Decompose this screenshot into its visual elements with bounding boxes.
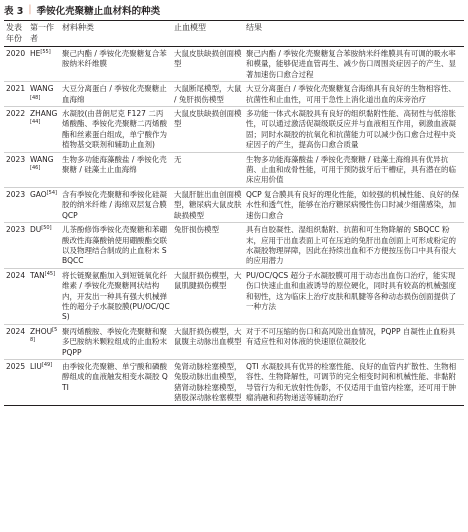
cell-result: PU/OC/QCS 超分子水凝胶膜可用于动态出血伤口治疗，能实现伤口快速止血和血液诱导的原位硬化，同时具有较高的机械强度和韧性，这为临床上治疗皮肤和肌腱等各种动态损伤创面提供了一种方法 <box>246 270 456 311</box>
cell-author <box>28 223 60 269</box>
reference-citation[interactable]: [54] <box>46 189 57 196</box>
cell-author <box>28 82 60 107</box>
cell-author <box>28 187 60 222</box>
cell-material: 聚丙烯酸胺、季铵化壳聚糖和聚多巴胺纳米颗粒组成的止血粉末 PQPP <box>62 326 167 357</box>
cell-year: 2025 <box>6 361 26 371</box>
table-row <box>4 324 464 359</box>
cell-model: 大鼠肝损伤模型，大鼠肌腱损伤模型 <box>174 270 242 291</box>
table-label: 表 3 <box>4 5 24 17</box>
table-row <box>4 82 464 107</box>
cell-year: 2020 <box>6 49 26 58</box>
header-model: 止血模型 <box>174 23 206 32</box>
author-name: LIU <box>30 361 42 371</box>
cell-author <box>28 107 60 153</box>
cell-material: 儿茶酚修饰季铵化壳聚糖和苯硼酸改性海藻酸钠使用硼酸酯交联以及物理结合制成的止血粉末 SBQCC <box>62 225 167 266</box>
cell-result: QTI 水凝胶具有优异的栓塞性能、良好的血管内扩散性、生物相容性、生物降解性，可调节的完全相变时间和机械性能、非黏附导管行为和无放射性伪影，不仅适用于血管内栓塞，还可用于肿瘤消融和药物递送等辅助治疗 <box>246 361 457 403</box>
cell-model: 大鼠皮肤缺损创面模型 <box>174 109 242 129</box>
table-row <box>4 152 464 187</box>
author-name: ZHOU <box>30 326 53 336</box>
cell-author <box>28 359 60 405</box>
cell-material: 聚己内酯 / 季铵化壳聚糖复合苯胺纳米纤维膜 <box>62 49 167 69</box>
table-header-row <box>4 21 464 47</box>
reference-citation[interactable]: [58] <box>30 326 58 344</box>
cell-material: 生物多功能海藻酸盐 / 季铵化壳聚糖 / 硅藻土止血海绵 <box>62 154 167 175</box>
table-row <box>4 223 464 269</box>
cell-year: 2021 <box>6 84 26 94</box>
author-name: TAN <box>30 270 45 280</box>
cell-result: 多功能一体式水凝胶具有良好的组织黏附性能、高韧性与低溶胀性，可以通过激活促凝级联反应并与血液相互作用，刺激血液凝固；同时水凝胶的抗氧化和抗菌能力可以减少伤口愈合过程中炎症因子的产生，提高伤口愈合质量 <box>246 109 456 150</box>
table-caption <box>4 2 464 17</box>
cell-model: 大鼠肝脏出血创面模型，糖尿病大鼠皮肤缺损模型 <box>174 189 242 220</box>
cell-model: 大鼠肝损伤模型，大鼠腹主动脉出血模型 <box>174 326 242 347</box>
author-name: ZHANG <box>30 109 58 119</box>
reference-citation[interactable]: [45] <box>44 270 56 277</box>
reference-citation[interactable]: [48] <box>30 94 41 101</box>
reference-citation[interactable]: [55] <box>40 49 51 55</box>
cell-model: 大鼠断尾模型，大鼠 / 兔肝损伤模型 <box>174 84 242 104</box>
cell-material: 水凝胶(由普朗尼克 F127 二丙烯酸酯、季铵化壳聚糖二丙烯酸酯和丝素蛋白组成，单宁酸作为植物基交联剂和辅助止血剂) <box>62 109 167 150</box>
table-title: 季铵化壳聚糖止血材料的种类 <box>36 5 161 17</box>
cell-model: 兔肝损伤模型 <box>174 225 219 235</box>
cell-author <box>28 152 60 187</box>
reference-citation[interactable]: [50] <box>41 225 52 232</box>
reference-citation[interactable]: [46] <box>30 165 41 172</box>
cell-material: 将长链聚氨酯加入到短链氧化纤维素 / 季铵化壳聚糖网状结构内，开发出一种具有强大机械弹性的超分子水凝胶膜(PU/OC/QCS) <box>62 270 170 322</box>
cell-year: 2023 <box>6 189 26 199</box>
header-year: 发表年份 <box>6 23 22 43</box>
table-row <box>4 107 464 153</box>
author-name: DU <box>30 225 42 235</box>
author-name: HE <box>30 49 41 58</box>
author-name: GAO <box>30 189 47 199</box>
cell-year: 2024 <box>6 270 26 280</box>
cell-year: 2022 <box>6 109 26 119</box>
cell-material: 含有季铵化壳聚糖和季铵化硅凝胶的纳米纤维 / 海绵双层复合膜 QCP <box>62 189 167 220</box>
table-row <box>4 187 464 222</box>
header-material: 材料种类 <box>62 23 94 32</box>
cell-model: 兔肾动脉栓塞模型，兔股动脉出血模型，猪肾动脉栓塞模型，猪股深动脉栓塞模型 <box>174 361 242 403</box>
caption-separator: | <box>28 4 32 15</box>
cell-result: QCP 复合膜具有良好的理化性能，如较强的机械性能、良好的保水性和透气性，能够在治疗糖尿病慢性伤口时减少细菌感染，加速伤口愈合 <box>246 189 460 220</box>
cell-result: 聚己内酯 / 季铵化壳聚糖复合苯胺纳米纤维膜具有可调的吸水率和模量，能够促进血管再生、减少伤口周围炎症因子的产生、显著加速伤口愈合过程 <box>246 49 456 79</box>
cell-author <box>28 324 60 359</box>
table-row <box>4 359 464 405</box>
reference-citation[interactable]: [49] <box>41 361 53 368</box>
table-body <box>4 47 464 406</box>
author-name: WANG <box>30 154 54 164</box>
reference-citation[interactable]: [44] <box>30 119 41 126</box>
cell-result: 大豆分离蛋白 / 季铵化壳聚糖复合海绵具有良好的生物相容性、抗菌性和止血性，可用于急性上消化道出血的床旁治疗 <box>246 84 456 104</box>
cell-author <box>28 268 60 324</box>
author-name: WANG <box>30 84 54 94</box>
cell-model: 无 <box>174 154 182 164</box>
cell-model: 大鼠皮肤缺损创面模型 <box>174 49 242 69</box>
header-author: 第一作者 <box>30 23 54 43</box>
cell-result: 生物多功能海藻酸盐 / 季铵化壳聚糖 / 硅藻土海绵具有优异抗菌、止血和成骨性能，可用于预防拔牙后干槽症，具有潜在的临床应用价值 <box>246 154 456 185</box>
cell-result: 对于不可压缩的伤口和高风险出血情况，PQPP 自凝性止血粉具有适应性和对体液的快速原位凝胶化 <box>246 326 456 347</box>
header-result: 结果 <box>246 23 262 32</box>
materials-table <box>4 20 464 406</box>
table-row <box>4 47 464 82</box>
cell-year: 2023 <box>6 225 26 235</box>
cell-result: 具有自胶凝性、湿组织黏附、抗菌和可生物降解的 SBQCC 粉末，应用于出血表面上可在压迫的兔肝出血创面上可形成粉定的水凝胶物理屏障，因此在持续出血和不方便按压伤口中具有很大的应用潜力 <box>246 225 456 266</box>
cell-material: 大豆分离蛋白 / 季铵化壳聚糖止血海绵 <box>62 84 167 104</box>
cell-author <box>28 47 60 82</box>
cell-year: 2023 <box>6 154 26 164</box>
cell-material: 由季铵化壳聚糖、单宁酸和磷酸醇组成的血液触发相变水凝胶 QTI <box>62 361 168 392</box>
table-row <box>4 268 464 324</box>
cell-year: 2024 <box>6 326 26 336</box>
